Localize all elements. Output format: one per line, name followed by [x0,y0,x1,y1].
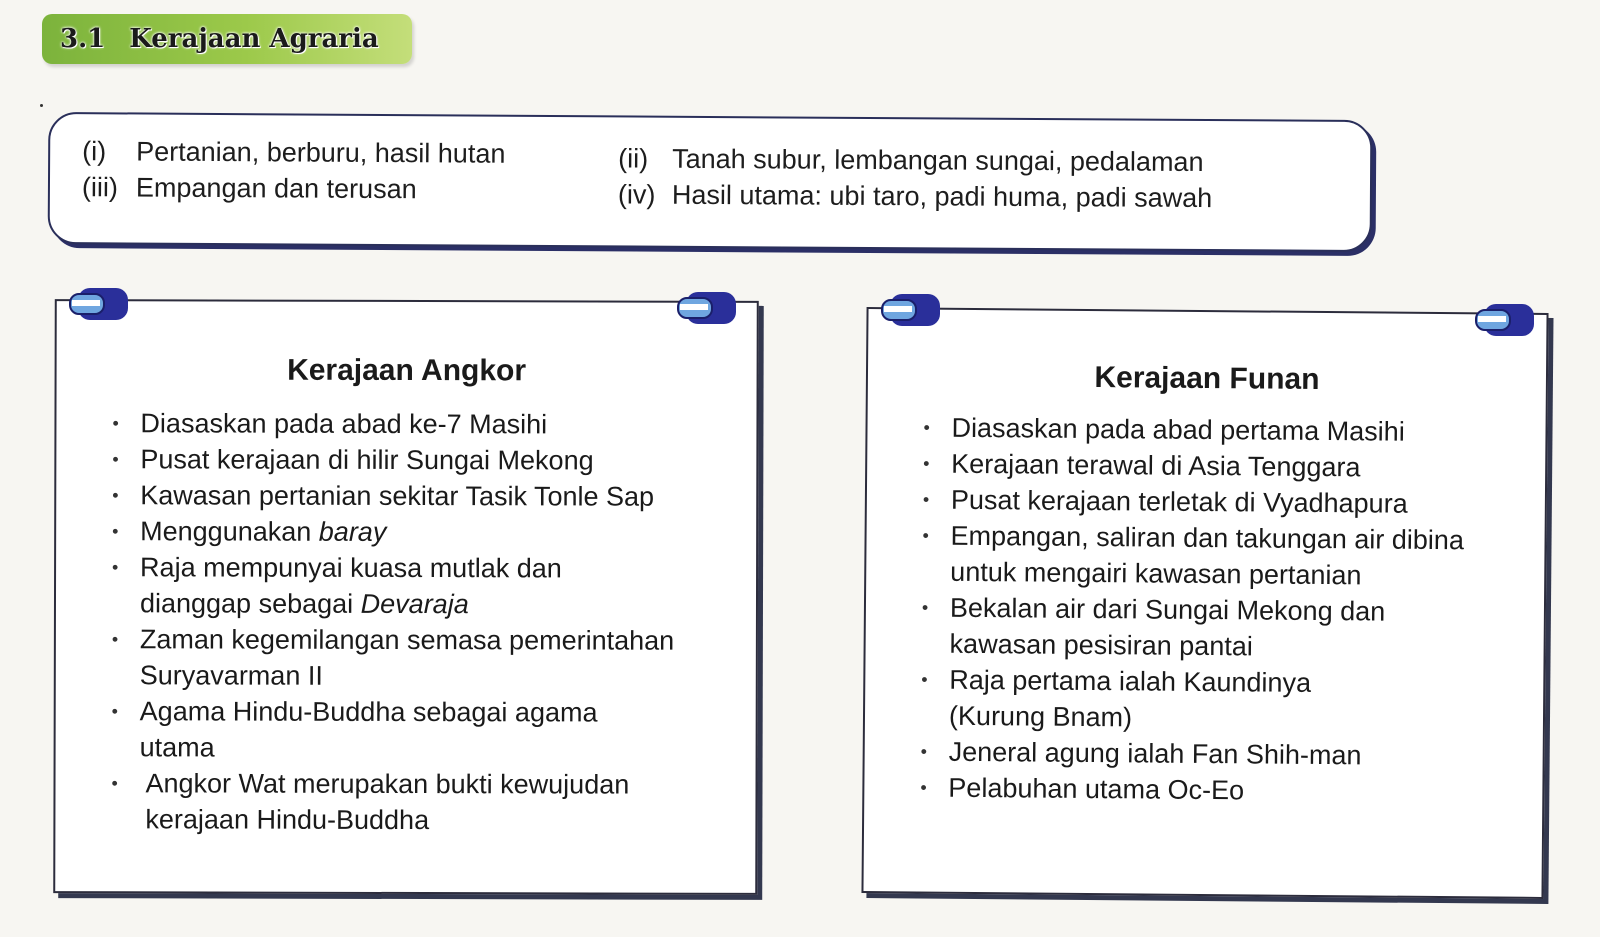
bullet-list [920,410,1533,811]
summary-item-number: (iii) [81,172,119,203]
scroll-clip-icon [880,290,942,330]
list-item: • Empangan, saliran dan takungan air dibina untuk mengairi kawasan pertanian [922,518,1533,595]
section-number: 3.1 [60,24,106,54]
summary-item-text: Empangan dan terusan [135,172,417,205]
summary-item-number: (ii) [618,143,649,174]
list-item: • Bekalan air dari Sungai Mekong dan kawasan pesisiran pantai [921,590,1532,667]
summary-item-text: Tanah subur, lembangan sungai, pedalaman [672,143,1204,178]
list-item: • Angkor Wat merupakan bukti kewujudan kerajaan Hindu-Buddha [111,765,741,839]
summary-item-text: Hasil utama: ubi taro, padi huma, padi sawah [671,179,1213,214]
summary-item-i [82,136,505,170]
summary-item-ii [618,143,1204,178]
summary-item-iii [82,172,417,205]
summary-item-text: Pertanian, berburu, hasil hutan [136,136,506,169]
list-item: • Raja mempunyai kuasa mutlak dan dianggap sebagai Devaraja [112,549,742,623]
list-item: • Pusat kerajaan di hilir Sungai Mekong [112,441,742,479]
list-item: • Agama Hindu-Buddha sebagai agama utama [112,693,742,767]
card-title: Kerajaan Angkor [287,353,527,388]
list-item: • Diasaskan pada abad pertama Masihi [923,410,1533,451]
scroll-clip-icon [676,288,738,328]
list-item: • Pusat kerajaan terletak di Vyadhapura [923,482,1533,523]
scroll-clip-icon [68,284,130,324]
list-item: • Zaman kegemilangan semasa pemerintahan Suryavarman II [112,621,742,695]
list-item: • Kawasan pertanian sekitar Tasik Tonle Sap [112,477,742,515]
bullet-list [111,405,742,839]
section-title: Kerajaan Agraria [129,24,379,54]
card-funan [861,307,1548,899]
list-item: • Jeneral agung ialah Fan Shih-man [921,734,1531,775]
list-item: • Pelabuhan utama Oc-Eo [920,770,1530,811]
summary-box [48,112,1373,252]
list-item: • Kerajaan terawal di Asia Tenggara [923,446,1533,487]
list-item: • Menggunakan baray [112,513,742,551]
stray-dot [40,104,43,107]
card-angkor [53,299,759,895]
list-item: • Raja pertama ialah Kaundinya (Kurung Bnam) [921,662,1532,739]
summary-item-number: (i) [82,136,107,167]
summary-item-number: (iv) [617,179,656,210]
summary-item-iv [618,179,1212,214]
list-item: • Diasaskan pada abad ke-7 Masihi [112,405,742,443]
card-title: Kerajaan Funan [1094,361,1320,396]
scroll-clip-icon [1474,300,1536,340]
section-title-tag [42,14,412,64]
